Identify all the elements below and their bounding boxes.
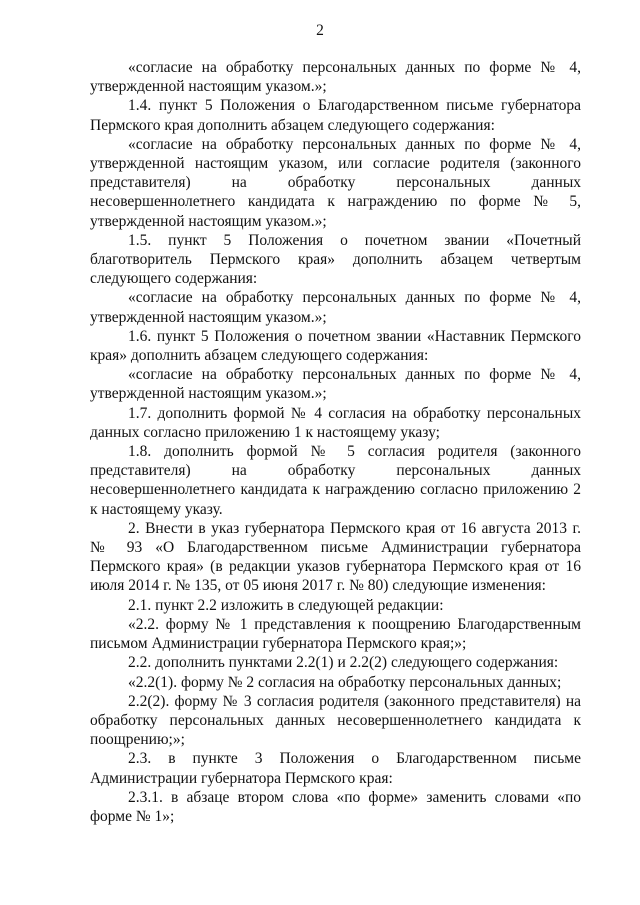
paragraph: 2.1. пункт 2.2 изложить в следующей редакции: <box>128 596 444 614</box>
paragraph: 1.8. дополнить формой № 5 согласия родителя (законного представителя) на обработку персональных данных несовершеннолетнего кандидата к награждению согласно приложению 2 к настоящему указу. <box>90 443 581 518</box>
paragraph: 2.2. дополнить пунктами 2.2(1) и 2.2(2) следующего содержания: <box>128 654 559 672</box>
paragraph: 1.6. пункт 5 Положения о почетном звании «Наставник Пермского края» дополнить абзацем следующего содержания: <box>90 327 581 365</box>
paragraph: «согласие на обработку персональных данных по форме № 4, утвержденной настоящим указом.»; <box>90 366 581 403</box>
paragraph: 1.7. дополнить формой № 4 согласия на обработку персональных данных согласно приложению 1 к настоящему указу; <box>90 404 581 441</box>
paragraph: «согласие на обработку персональных данных по форме № 4, утвержденной настоящим указом, или согласие родителя (законного представителя) на обработку персональных данных несовершеннолетнего кандидата к награждению по форме № 5, утвержденной настоящим указом.»; <box>90 135 581 230</box>
page-number: 2 <box>316 22 324 39</box>
paragraph: 1.5. пункт 5 Положения о почетном звании «Почетный благотворитель Пермского края» дополнить абзацем четвертым следующего содержания: <box>90 231 581 288</box>
paragraph: 2.3.1. в абзаце втором слова «по форме» заменить словами «по форме № 1»; <box>90 788 581 825</box>
paragraph: 1.4. пункт 5 Положения о Благодарственном письме губернатора Пермского края дополнить абзацем следующего содержания: <box>90 97 581 134</box>
paragraph: 2.2(2). форму № 3 согласия родителя (законного представителя) на обработку персональных данных несовершеннолетнего кандидата к поощрению;»; <box>90 692 581 749</box>
paragraph: «согласие на обработку персональных данных по форме № 4, утвержденной настоящим указом.»; <box>90 59 581 96</box>
paragraph: «согласие на обработку персональных данных по форме № 4, утвержденной настоящим указом.»; <box>90 289 581 326</box>
paragraph: 2. Внести в указ губернатора Пермского края от 16 августа 2013 г. № 93 «О Благодарственном письме Администрации губернатора Пермского края» (в редакции указов губернатора Пермского края от 16 июля 2014 г. № 135, от 05 июня 2017 г. № 80) следующие изменения: <box>90 519 581 595</box>
paragraph: «2.2(1). форму № 2 согласия на обработку персональных данных; <box>128 673 562 691</box>
paragraph: 2.3. в пункте 3 Положения о Благодарственном письме Администрации губернатора Пермского края: <box>90 750 581 787</box>
paragraph: «2.2. форму № 1 представления к поощрению Благодарственным письмом Администрации губернатора Пермского края;»; <box>90 615 581 653</box>
document-body <box>90 58 581 826</box>
